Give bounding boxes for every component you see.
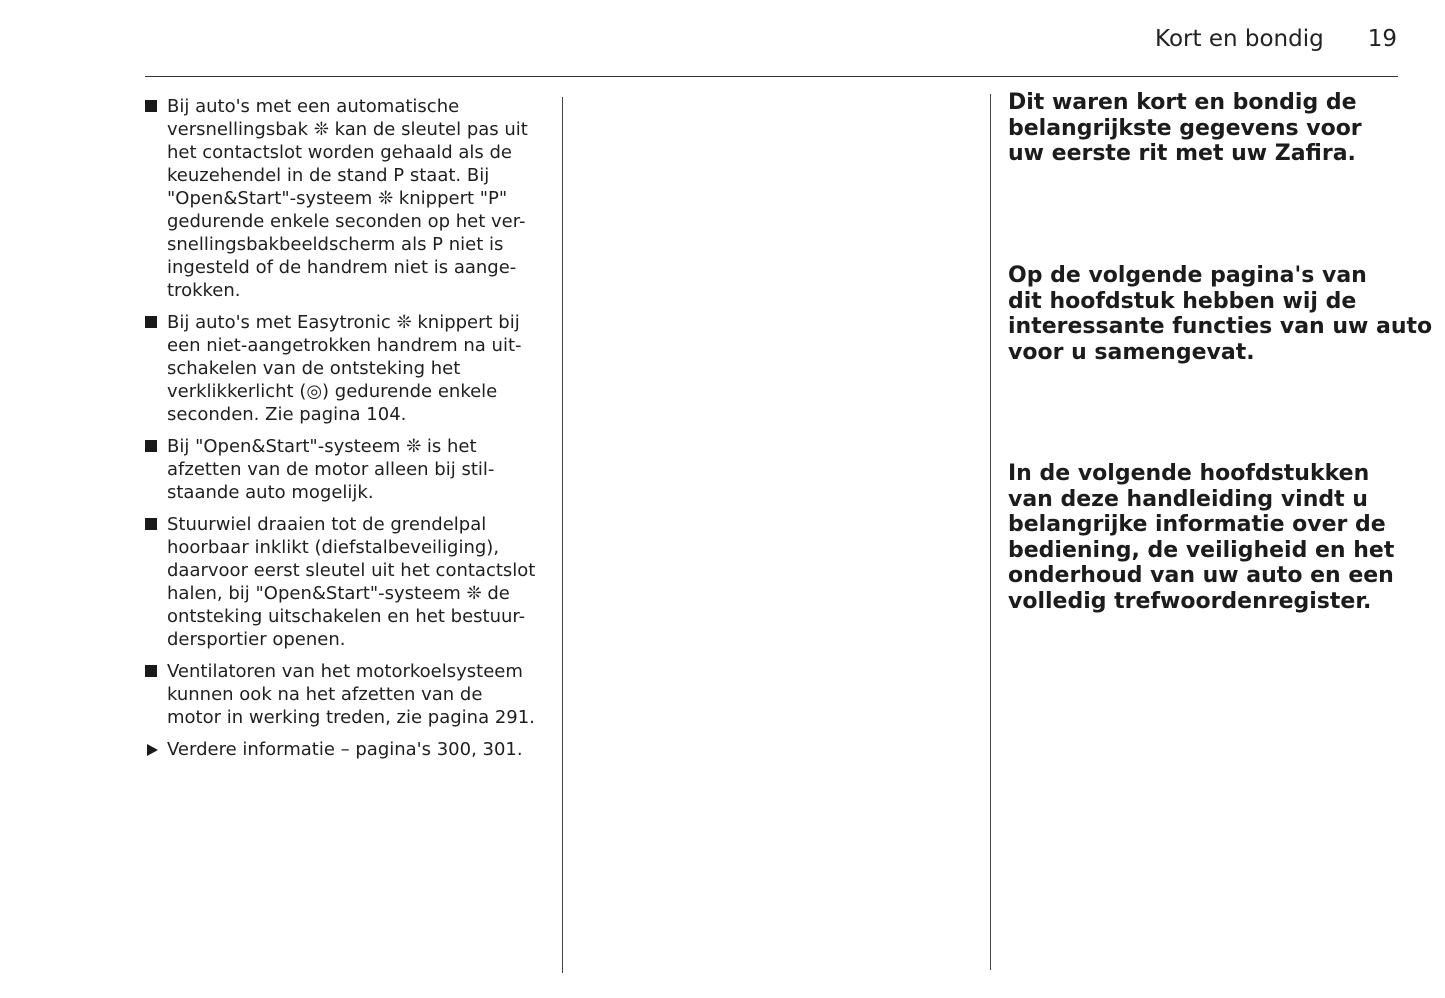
text-line: het contactslot worden gehaald als de: [167, 142, 512, 163]
text-line: voor u samengevat.: [1008, 339, 1255, 365]
summary-paragraph: [1008, 90, 1408, 167]
text-line: kunnen ook na het afzetten van de: [167, 684, 483, 705]
text-line: Bij auto's met een automatische: [167, 96, 460, 117]
text-line: ontsteking uitschakelen en het bestuur-: [167, 606, 526, 627]
text-line: snellingsbakbeeldscherm als P niet is: [167, 234, 504, 255]
section-title: Kort en bondig: [1155, 26, 1324, 52]
page-number: 19: [1367, 26, 1397, 52]
text-line: hoorbaar inklikt (diefstalbeveiliging),: [167, 537, 500, 558]
list-item-reference: [145, 738, 545, 761]
text-line: Stuurwiel draaien tot de grendelpal: [167, 514, 487, 535]
text-line: onderhoud van uw auto en een: [1008, 563, 1394, 588]
square-bullet-icon: [145, 316, 157, 328]
text-line: halen, bij "Open&Start"-systeem ❊ de: [167, 583, 510, 604]
text-line: staande auto mogelijk.: [167, 482, 374, 503]
text-line: Bij "Open&Start"-systeem ❊ is het: [167, 436, 477, 457]
text-line: een niet-aangetrokken handrem na uit-: [167, 335, 522, 356]
text-line: schakelen van de ontsteking het: [167, 358, 461, 379]
square-bullet-icon: [145, 518, 157, 530]
summary-paragraph: [1008, 461, 1408, 614]
text-line: Ventilatoren van het motorkoelsysteem: [167, 661, 523, 682]
text-line: belangrijkste gegevens voor: [1008, 115, 1362, 141]
text-line: Op de volgende pagina's van: [1008, 263, 1367, 288]
list-item: [145, 311, 545, 426]
text-line: gedurende enkele seconden op het ver-: [167, 211, 526, 232]
text-line: Bij auto's met Easytronic ❊ knippert bij: [167, 312, 520, 333]
text-line: motor in werking treden, zie pagina 291.: [167, 707, 535, 728]
text-line: belangrijke informatie over de: [1008, 512, 1386, 537]
text-line: verklikkerlicht (◎) gedurende enkele: [167, 381, 498, 402]
text-line: dit hoofdstuk hebben wij de: [1008, 288, 1357, 314]
text-line: seconden. Zie pagina 104.: [167, 404, 407, 425]
bullet-list: [145, 95, 545, 770]
text-line: uw eerste rit met uw Zafira.: [1008, 141, 1356, 166]
text-line: dersportier openen.: [167, 629, 346, 650]
text-line: ingesteld of de handrem niet is aange-: [167, 257, 517, 278]
text-line: daarvoor eerst sleutel uit het contactslot: [167, 560, 536, 581]
text-line: Dit waren kort en bondig de: [1008, 90, 1357, 115]
text-line: In de volgende hoofdstukken: [1008, 461, 1370, 486]
square-bullet-icon: [145, 665, 157, 677]
list-item: [145, 435, 545, 504]
text-line: keuzehendel in de stand P staat. Bij: [167, 165, 490, 186]
square-bullet-icon: [145, 440, 157, 452]
text-line: versnellingsbak ❊ kan de sleutel pas uit: [167, 119, 528, 140]
arrow-bullet-icon: [147, 744, 158, 756]
list-item: [145, 660, 545, 729]
text-line: trokken.: [167, 280, 241, 301]
summary-paragraph: [1008, 263, 1433, 365]
column-divider-right: [990, 94, 991, 970]
text-line: "Open&Start"-systeem ❊ knippert "P": [167, 188, 508, 209]
text-line: Verdere informatie – pagina's 300, 301.: [167, 739, 523, 760]
text-line: van deze handleiding vindt u: [1008, 486, 1368, 512]
text-line: bediening, de veiligheid en het: [1008, 537, 1395, 563]
square-bullet-icon: [145, 100, 157, 112]
text-line: volledig trefwoordenregister.: [1008, 588, 1372, 614]
column-divider-left: [562, 97, 563, 973]
list-item: [145, 513, 545, 651]
page-header: [1155, 26, 1397, 52]
list-item: [145, 95, 545, 302]
text-line: afzetten van de motor alleen bij stil-: [167, 459, 495, 480]
text-line: interessante functies van uw auto: [1008, 314, 1433, 339]
header-rule: [145, 76, 1398, 77]
